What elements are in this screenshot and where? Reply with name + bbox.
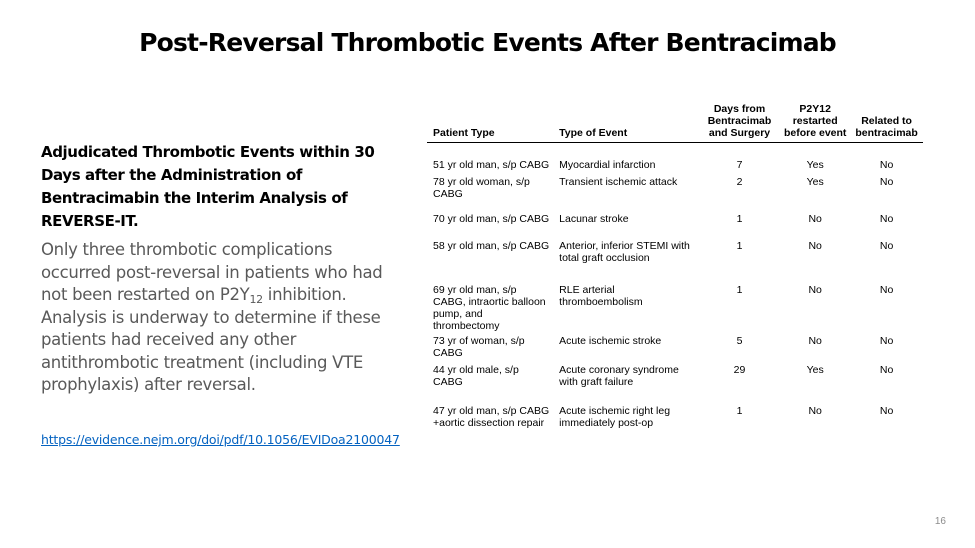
body-subscript: 12 xyxy=(249,293,263,306)
table-cell: 47 yr old man, s/p CABG +aortic dissection repair xyxy=(433,404,550,429)
header-cell: Days from Bentracimab and Surgery xyxy=(699,103,780,143)
table-cell: Acute ischemic right leg immediately post-op xyxy=(559,404,671,429)
body-paragraph xyxy=(41,239,406,397)
thrombotic-events-table xyxy=(427,103,923,442)
header-cell: Patient Type xyxy=(427,103,553,143)
table-cell: Acute coronary syndrome with graft failure xyxy=(559,363,679,388)
table-cell: 73 yr of woman, s/p CABG xyxy=(433,334,525,359)
table-cell: No xyxy=(808,404,822,417)
slide-title: Post-Reversal Thrombotic Events After Bentracimab xyxy=(139,28,836,57)
table-row xyxy=(427,143,923,173)
section-heading: Adjudicated Thrombotic Events within 30 Days after the Administration of Bentracimabin the Interim Analysis of REVERSE-IT. xyxy=(41,143,375,230)
table-cell: No xyxy=(879,159,894,171)
table-cell: RLE arterial thromboembolism xyxy=(559,283,643,308)
table-row xyxy=(427,361,923,402)
table-cell: 78 yr old woman, s/p CABG xyxy=(433,175,530,200)
table-cell: No xyxy=(879,239,894,252)
table-row xyxy=(427,332,923,361)
table-cell: 1 xyxy=(736,212,743,225)
table-row xyxy=(427,281,923,332)
table-cell: Yes xyxy=(806,159,824,171)
table-cell: Yes xyxy=(806,175,824,188)
table-cell: 1 xyxy=(736,404,743,417)
table-cell: No xyxy=(879,175,894,188)
table-row xyxy=(427,173,923,210)
body-text-part1: Only three thrombotic complications occurred post-reversal in patients who had not been restarted on P2Y xyxy=(41,240,383,304)
table-cell: No xyxy=(879,212,894,225)
table-cell: 7 xyxy=(736,159,743,171)
table-cell: No xyxy=(808,239,822,252)
table-cell: Lacunar stroke xyxy=(559,212,629,225)
table-cell: No xyxy=(808,212,822,225)
table-cell: 69 yr old man, s/p CABG, intraortic balloon pump, and thrombectomy xyxy=(433,283,546,332)
table-cell: Acute ischemic stroke xyxy=(559,334,662,347)
table-cell: 51 yr old man, s/p CABG xyxy=(433,159,550,171)
header-cell: P2Y12 restarted before event xyxy=(780,103,850,143)
left-text-column xyxy=(41,141,406,397)
table-cell: 58 yr old man, s/p CABG xyxy=(433,239,550,252)
table-cell: No xyxy=(879,404,894,417)
events-table-container xyxy=(427,103,925,442)
table-cell: 29 xyxy=(733,363,746,376)
table-cell: No xyxy=(879,283,894,296)
table-cell: 1 xyxy=(736,283,743,296)
table-cell: 5 xyxy=(736,334,743,347)
table-cell: 44 yr old male, s/p CABG xyxy=(433,363,519,388)
table-body xyxy=(427,143,923,442)
page-number: 16 xyxy=(934,516,946,527)
table-cell: 2 xyxy=(736,175,743,188)
table-cell: 70 yr old man, s/p CABG xyxy=(433,212,550,225)
table-row xyxy=(427,210,923,237)
source-link[interactable]: https://evidence.nejm.org/doi/pdf/10.1056/EVIDoa2100047 xyxy=(41,432,400,447)
table-cell: No xyxy=(879,363,894,376)
table-cell: Anterior, inferior STEMI with total graft occlusion xyxy=(559,239,690,264)
table-cell: No xyxy=(808,283,822,296)
table-cell: Myocardial infarction xyxy=(559,159,656,171)
header-cell: Type of Event xyxy=(553,103,699,143)
table-row xyxy=(427,402,923,442)
header-cell: Related to bentracimab xyxy=(850,103,923,143)
table-cell: 1 xyxy=(736,239,743,252)
table-header-row xyxy=(427,103,923,143)
table-cell: No xyxy=(808,334,822,347)
table-row xyxy=(427,237,923,281)
body-text-part2: inhibition. Analysis is underway to determine if these patients had received any other antithrombotic treatment (including VTE prophylaxis) after reversal. xyxy=(41,285,381,394)
table-cell: Transient ischemic attack xyxy=(559,175,678,188)
table-cell: No xyxy=(879,334,894,347)
table-cell: Yes xyxy=(806,363,824,376)
